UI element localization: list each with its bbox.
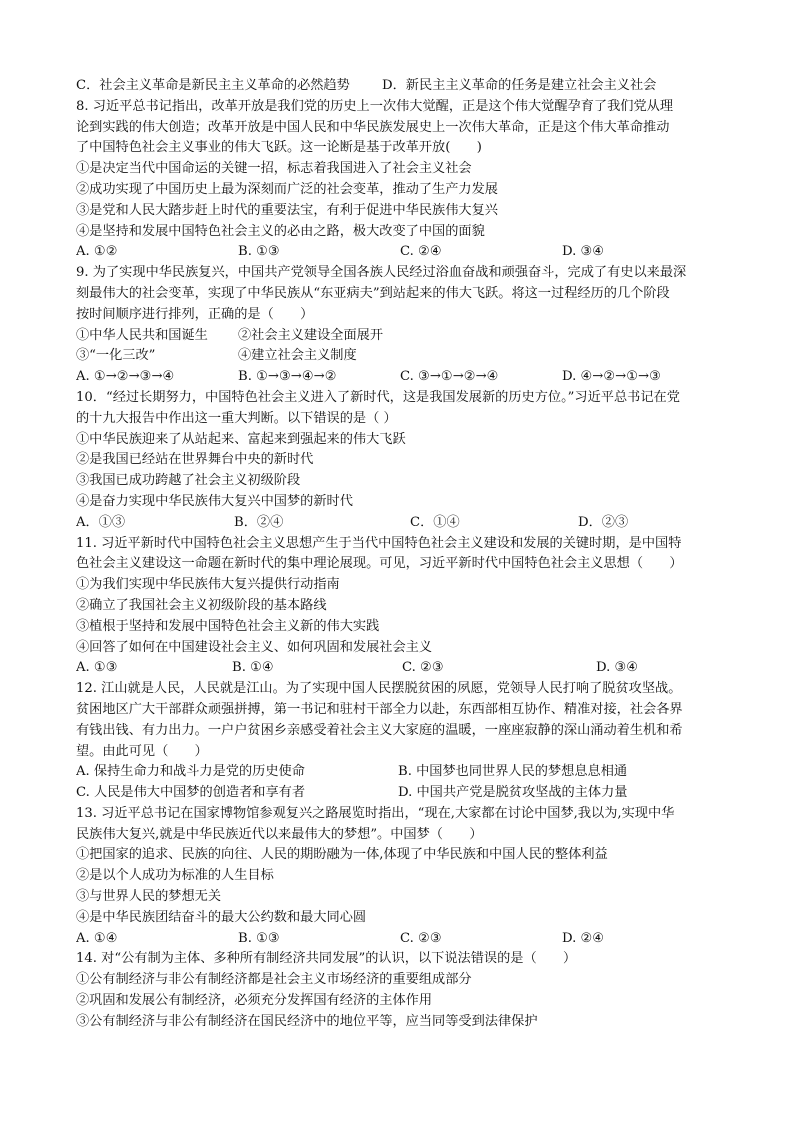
q12-stem-line: 12. 江山就是人民，人民就是江山。为了实现中国人民摆脱贫困的夙愿，党领导人民打响了脱贫攻坚战。	[76, 681, 682, 697]
q8-item: ③是党和人民大踏步赶上时代的重要法宝，有利于促进中华民族伟大复兴	[76, 202, 498, 218]
q9-item: ④建立社会主义制度	[238, 348, 357, 364]
q8-option-d: D. ③④	[562, 244, 605, 260]
q8-item: ④是坚持和发展中国特色社会主义的必由之路，极大改变了中国的面貌	[76, 223, 485, 239]
q9-items-row	[76, 326, 726, 347]
question-10	[76, 388, 726, 534]
q14-stem-line: 14. 对“公有制为主体、多种所有制经济共同发展”的认识，以下说法错误的是（ ）	[76, 951, 577, 967]
q10-stem-line: 的十九大报告中作出这一重大判断。以下错误的是（ ）	[76, 410, 397, 426]
q9-item: ③“一化三改”	[76, 348, 156, 364]
q10-item: ①中华民族迎来了从站起来、富起来到强起来的伟大飞跃	[76, 431, 406, 447]
q9-option-c: C. ③→①→②→④	[400, 369, 499, 385]
q10-options	[76, 513, 726, 534]
question-8	[76, 97, 726, 263]
q10-item: ④是奋力实现中华民族伟大复兴中国梦的新时代	[76, 493, 353, 509]
q10-stem-line: 10．“经过长期努力，中国特色社会主义进入了新时代，这是我国发展新的历史方位。”习近平总书记在党	[76, 389, 680, 405]
q9-items-row	[76, 346, 726, 367]
q12-options-row	[76, 783, 726, 804]
q13-stem-line: 民族伟大复兴,就是中华民族近代以来最伟大的梦想”。中国梦（ ）	[76, 826, 483, 842]
q8-stem-line: 了中国特色社会主义事业的伟大飞跃。这一论断是基于改革开放( )	[76, 140, 482, 156]
q9-item: ①中华人民共和国诞生	[76, 327, 208, 343]
q10-option-a: A．①③	[76, 514, 126, 530]
q8-options	[76, 242, 726, 263]
question-13	[76, 804, 726, 950]
q11-item: ④回答了如何在中国建设社会主义、如何巩固和发展社会主义	[76, 639, 433, 655]
q13-item: ②是以个人成功为标准的人生目标	[76, 868, 274, 884]
q14-item: ②巩固和发展公有制经济，必须充分发挥国有经济的主体作用	[76, 993, 433, 1009]
question-14	[76, 949, 726, 1032]
q7-option-c: C．社会主义革命是新民主主义革命的必然趋势	[76, 78, 350, 93]
q9-stem-line: 按时间顺序进行排列，正确的是（ ）	[76, 306, 314, 322]
q10-option-c: C．①④	[410, 514, 460, 530]
q14-item: ①公有制经济与非公有制经济都是社会主义市场经济的重要组成部分	[76, 972, 472, 988]
q11-options	[76, 658, 726, 679]
q12-option-a: A. 保持生命力和战斗力是党的历史使命	[76, 764, 305, 780]
q13-option-a: A. ①④	[76, 930, 118, 946]
q11-option-b: B. ①④	[232, 660, 274, 676]
q8-option-c: C. ②④	[400, 244, 442, 260]
q11-option-a: A. ①③	[76, 660, 118, 676]
q13-item: ④是中华民族团结奋斗的最大公约数和最大同心圆	[76, 909, 367, 925]
q8-item: ①是决定当代中国命运的关键一招，标志着我国进入了社会主义社会	[76, 161, 472, 177]
q13-option-d: D. ②④	[562, 930, 605, 946]
question-11	[76, 534, 726, 680]
question-9	[76, 263, 726, 388]
q12-option-d: D. 中国共产党是脱贫攻坚战的主体力量	[398, 785, 628, 801]
q9-stem-line: 9. 为了实现中华民族复兴，中国共产党领导全国各族人民经过浴血奋战和顽强奋斗，完成了有史以来最深	[76, 265, 687, 281]
q10-item: ②是我国已经站在世界舞台中央的新时代	[76, 452, 314, 468]
q14-item: ③公有制经济与非公有制经济在国民经济中的地位平等，应当同等受到法律保护	[76, 1013, 538, 1029]
q9-option-a: A. ①→②→③→④	[76, 369, 175, 385]
q8-option-a: A. ①②	[76, 244, 118, 260]
q8-item: ②成功实现了中国历史上最为深刻而广泛的社会变革，推动了生产力发展	[76, 181, 498, 197]
q9-option-b: B. ①→③→④→②	[238, 369, 337, 385]
q7-options	[76, 76, 726, 97]
q10-option-b: B．②④	[234, 514, 284, 530]
q13-item: ③与世界人民的梦想无关	[76, 889, 222, 905]
q8-stem-line: 论到实践的伟大创造；改革开放是中国人民和中华民族发展史上一次伟大革命，正是这个伟大革命推动	[76, 119, 670, 135]
q8-option-b: B. ①③	[238, 244, 280, 260]
q9-option-d: D. ④→②→①→③	[562, 369, 661, 385]
q7-option-d: D．新民主主义革命的任务是建立社会主义社会	[382, 78, 657, 93]
q13-option-c: C. ②③	[400, 930, 442, 946]
q8-stem-line: 8. 习近平总书记指出，改革开放是我们党的历史上一次伟大觉醒，正是这个伟大觉醒孕育了我们党从理	[76, 98, 674, 114]
q11-stem-line: 色社会主义建设这一命题在新时代的集中理论展现。可见，习近平新时代中国特色社会主义思想（ ）	[76, 556, 683, 572]
q13-options	[76, 929, 726, 950]
q9-item: ②社会主义建设全面展开	[238, 327, 384, 343]
question-12	[76, 679, 726, 804]
q10-item: ③我国已成功跨越了社会主义初级阶段	[76, 473, 301, 489]
q9-options	[76, 367, 726, 388]
q13-option-b: B. ①③	[238, 930, 280, 946]
q12-stem-line: 贫困地区广大干部群众顽强拼搏，第一书记和驻村干部全力以赴，东西部相互协作、精准对接，社会各界	[76, 701, 683, 717]
q11-item: ①为我们实现中华民族伟大复兴提供行动指南	[76, 577, 340, 593]
q11-item: ②确立了我国社会主义初级阶段的基本路线	[76, 597, 327, 613]
q11-item: ③植根于坚持和发展中国特色社会主义新的伟大实践	[76, 618, 380, 634]
q13-stem-line: 13. 习近平总书记在国家博物馆参观复兴之路展览时指出，“现在,大家都在讨论中国梦,我以为,实现中华	[76, 805, 675, 821]
q12-option-c: C. 人民是伟大中国梦的创造者和享有者	[76, 785, 306, 801]
q11-stem-line: 11. 习近平新时代中国特色社会主义思想产生于当代中国特色社会主义建设和发展的关键时期，是中国特	[76, 535, 682, 551]
q11-option-c: C. ②③	[402, 660, 444, 676]
q12-option-b: B. 中国梦也同世界人民的梦想息息相通	[398, 764, 628, 780]
exam-page	[76, 76, 726, 1033]
q9-stem-line: 刻最伟大的社会变革，实现了中华民族从“东亚病夫”到站起来的伟大飞跃。将这一过程经历的几个阶段	[76, 285, 670, 301]
q10-option-d: D．②③	[578, 514, 629, 530]
q12-stem-line: 望。由此可见（ ）	[76, 743, 208, 759]
q13-item: ①把国家的追求、民族的向往、人民的期盼融为一体,体现了中华民族和中国人民的整体利益	[76, 847, 608, 863]
q11-option-d: D. ③④	[596, 660, 639, 676]
q12-options-row	[76, 762, 726, 783]
q12-stem-line: 有钱出钱、有力出力。一户户贫困乡亲感受着社会主义大家庭的温暖，一座座寂静的深山涌动着生机和希	[76, 722, 683, 738]
